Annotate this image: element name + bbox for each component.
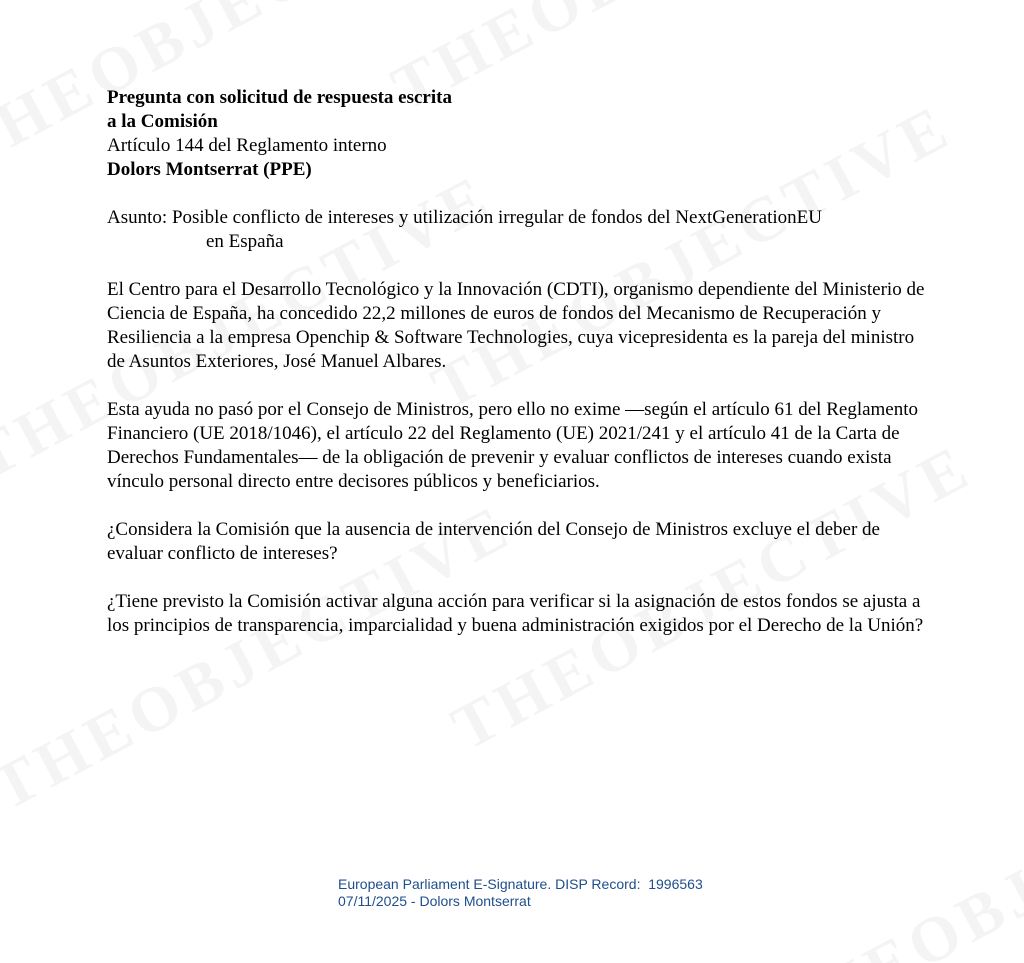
subject-text: Posible conflicto de intereses y utilización irregular de fondos del NextGenerationEU (171, 207, 822, 228)
e-signature (338, 876, 703, 910)
watermark-text (760, 719, 1024, 963)
subject-label: Asunto: (107, 207, 172, 228)
subject-block (107, 206, 927, 254)
document-body (107, 86, 927, 638)
author-name: Dolors Montserrat (PPE) (107, 159, 312, 180)
body-paragraph-1: El Centro para el Desarrollo Tecnológico y la Innovación (CDTI), organismo dependiente del Ministerio de Ciencia de España, ha concedido 22,2 millones de euros de fondos del Mecanismo de Recuperación y Resiliencia a la empresa Openchip & Software Technologies, cuya vicepresidenta es la pareja del ministro de Asuntos Exteriores, José Manuel Albares. (107, 279, 925, 372)
rule-reference: Artículo 144 del Reglamento interno (107, 135, 387, 156)
signature-date-author: 07/11/2025 - Dolors Montserrat (338, 893, 531, 909)
question-type-title: Pregunta con solicitud de respuesta escrita (107, 87, 452, 108)
question-header (107, 86, 927, 182)
body-paragraph-2: Esta ayuda no pasó por el Consejo de Ministros, pero ello no exime —según el artículo 61 del Reglamento Financiero (UE 2018/1046), el artículo 22 del Reglamento (UE) 2021/241 y el artículo 41 de la Carta de Derechos Fundamentales— de la obligación de prevenir y evaluar conflictos de intereses cuando exista vínculo personal directo entre decisores públicos y beneficiarios. (107, 399, 919, 492)
question-1: ¿Considera la Comisión que la ausencia de intervención del Consejo de Ministros excluye el deber de evaluar conflicto de intereses? (107, 519, 880, 564)
signature-record: European Parliament E-Signature. DISP Record: 1996563 (338, 876, 703, 892)
addressee: a la Comisión (107, 111, 218, 132)
subject-continuation: en España (206, 231, 284, 252)
question-2: ¿Tiene previsto la Comisión activar alguna acción para verificar si la asignación de estos fondos se ajusta a los principios de transparencia, imparcialidad y buena administración exigidos por el Derecho de la Unión? (107, 591, 924, 636)
